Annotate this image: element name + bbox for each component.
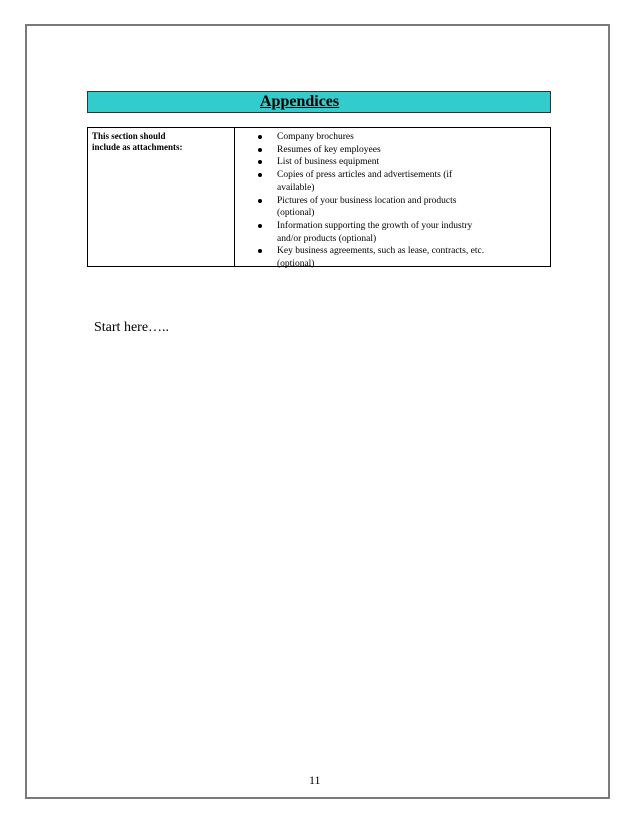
table-column-divider (234, 128, 235, 266)
list-item-text: Copies of press articles and advertisements (if (277, 170, 453, 181)
table-label-cell (92, 131, 230, 153)
table-label-line: This section should (92, 131, 166, 141)
list-item-text: Resumes of key employees (277, 144, 381, 155)
list-item (243, 156, 543, 169)
list-item (243, 131, 543, 144)
bullet-icon (258, 173, 262, 177)
list-item-text: Information supporting the growth of your industry (277, 220, 473, 231)
table-label-line: include as attachments: (92, 142, 183, 152)
list-item (243, 144, 543, 157)
bullet-icon (258, 160, 262, 164)
list-item-text: Company brochures (277, 132, 354, 142)
bullet-icon (258, 148, 262, 152)
list-item-text-continued: available) (277, 182, 315, 193)
bullet-icon (258, 249, 262, 253)
list-item-text: Key business agreements, such as lease, contracts, etc. (277, 246, 485, 257)
list-item-text-continued: and/or products (optional) (277, 233, 377, 244)
list-item-text: List of business equipment (277, 157, 380, 168)
list-item (243, 220, 543, 245)
attachments-list (243, 131, 543, 271)
page-number: 11 (309, 773, 321, 787)
list-item-text-continued: (optional) (277, 208, 315, 219)
list-item-text: Pictures of your business location and products (277, 195, 457, 206)
bullet-icon (258, 224, 262, 228)
attachments-table (87, 127, 551, 270)
section-header (87, 91, 551, 113)
list-item-text-continued: (optional) (277, 259, 315, 270)
list-item (243, 169, 543, 194)
bullet-icon (258, 135, 262, 139)
start-here-text: Start here….. (94, 320, 170, 335)
list-item (243, 195, 543, 220)
list-item (243, 245, 543, 270)
bullet-icon (258, 199, 262, 203)
section-title: Appendices (260, 93, 340, 110)
